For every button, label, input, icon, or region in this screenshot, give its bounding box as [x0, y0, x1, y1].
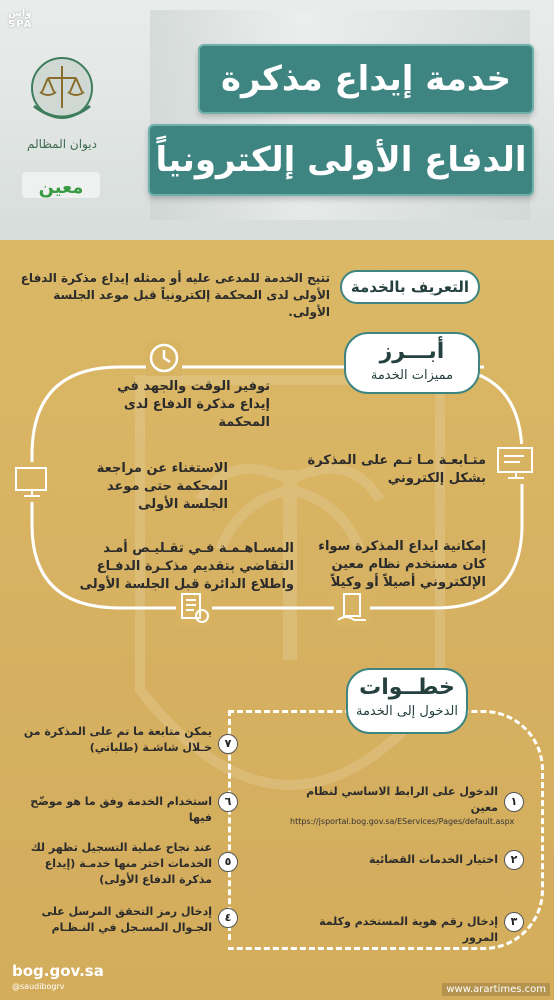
- spa-logo-latin: SPA: [8, 19, 33, 30]
- infographic-body: [0, 240, 554, 1000]
- step-2: اختيار الخدمات القضائية: [368, 853, 498, 866]
- title-line-1: خدمة إيداع مذكرة: [198, 44, 534, 114]
- feature-shorten-litigation: المسـاهـمـة فـي تقـليـص أمـد التقاضي بتقديم مذكـرة الدفـاع واطلاع الدائرة قبل الجلسة الأولى: [79, 541, 294, 592]
- spa-logo: [8, 8, 32, 30]
- step-number: ٥: [218, 852, 238, 872]
- steps-label-small: الدخول إلى الخدمة: [356, 704, 458, 719]
- feature-follow-up: متـابعـة مـا تـم على المذكرة بشكل إلكتروني: [307, 453, 486, 486]
- step-1: [290, 784, 515, 828]
- feature-no-court-visit: الاستغناء عن مراجعة المحكمة حتى موعد الجلسة الأولى: [96, 461, 228, 512]
- features-label-big: أبـــرز: [379, 339, 445, 364]
- footer-social-handle[interactable]: @saudibogrv: [12, 982, 65, 991]
- features-label-small: مميزات الخدمة: [370, 368, 454, 383]
- intro-text: تتيح الخدمة للمدعى عليه أو ممثله إيداع مذكرة الدفاع الأولى لدى المحكمة إلكترونياً قبل موعد الجلسة الأولى.: [20, 271, 330, 319]
- arartimes-watermark: www.arartimes.com: [442, 983, 550, 996]
- steps-label-big: خطــوات: [359, 675, 455, 700]
- step-6: استخدام الخدمة وفق ما هو موضّح فيها: [30, 795, 212, 824]
- footer-website-link[interactable]: bog.gov.sa: [12, 962, 104, 980]
- svg-text:معين: معين: [38, 177, 84, 198]
- hand-document-icon: [334, 590, 370, 626]
- emblem-caption: ديوان المظالم: [27, 137, 97, 151]
- monitor-icon: [494, 444, 538, 484]
- step-4: إدخال رمز التحقق المرسل على الجـوال المسـجل في النـظـام: [41, 905, 212, 934]
- step-5: عند نجاح عملية التسجيل تظهر لك الخدمات اختر منها خدمـة (إيداع مذكرة الدفاع الأولى): [30, 841, 212, 886]
- moeen-logo: [20, 168, 102, 202]
- header: [0, 0, 554, 240]
- features-label: [344, 332, 480, 394]
- step-1-url[interactable]: https://jsportal.bog.gov.sa/EServices/Pages/default.aspx: [290, 817, 515, 826]
- clock-icon: [146, 340, 182, 376]
- spa-logo-arabic: واس: [8, 8, 32, 19]
- computer-icon: [12, 462, 52, 502]
- step-number: ٣: [504, 912, 524, 932]
- steps-label: [346, 668, 468, 734]
- step-1-text: الدخول على الرابط الاساسي لنظام معين: [306, 785, 498, 814]
- step-number: ٧: [218, 734, 238, 754]
- board-of-grievances-emblem: [18, 48, 106, 160]
- step-7: يمكن متابعة ما تم على المذكرة من خـلال شاشـة (طلباتي): [23, 725, 212, 754]
- step-number: ١: [504, 792, 524, 812]
- intro-label: التعريف بالخدمة: [340, 270, 480, 304]
- feature-principal-or-agent: إمكانية ايداع المذكرة سواء كان مستخدم نظام معين الإلكتروني أصيلاً أو وكيلاً: [318, 539, 486, 590]
- step-3: إدخال رقم هوية المستخدم وكلمة المرور: [319, 915, 498, 944]
- documents-icon: [176, 590, 212, 626]
- title-line-2: الدفاع الأولى إلكترونياً: [148, 124, 534, 196]
- step-number: ٦: [218, 792, 238, 812]
- step-number: ٢: [504, 850, 524, 870]
- step-number: ٤: [218, 908, 238, 928]
- feature-save-time: توفير الوقت والجهد في إيداع مذكرة الدفاع لدى المحكمة: [117, 379, 270, 430]
